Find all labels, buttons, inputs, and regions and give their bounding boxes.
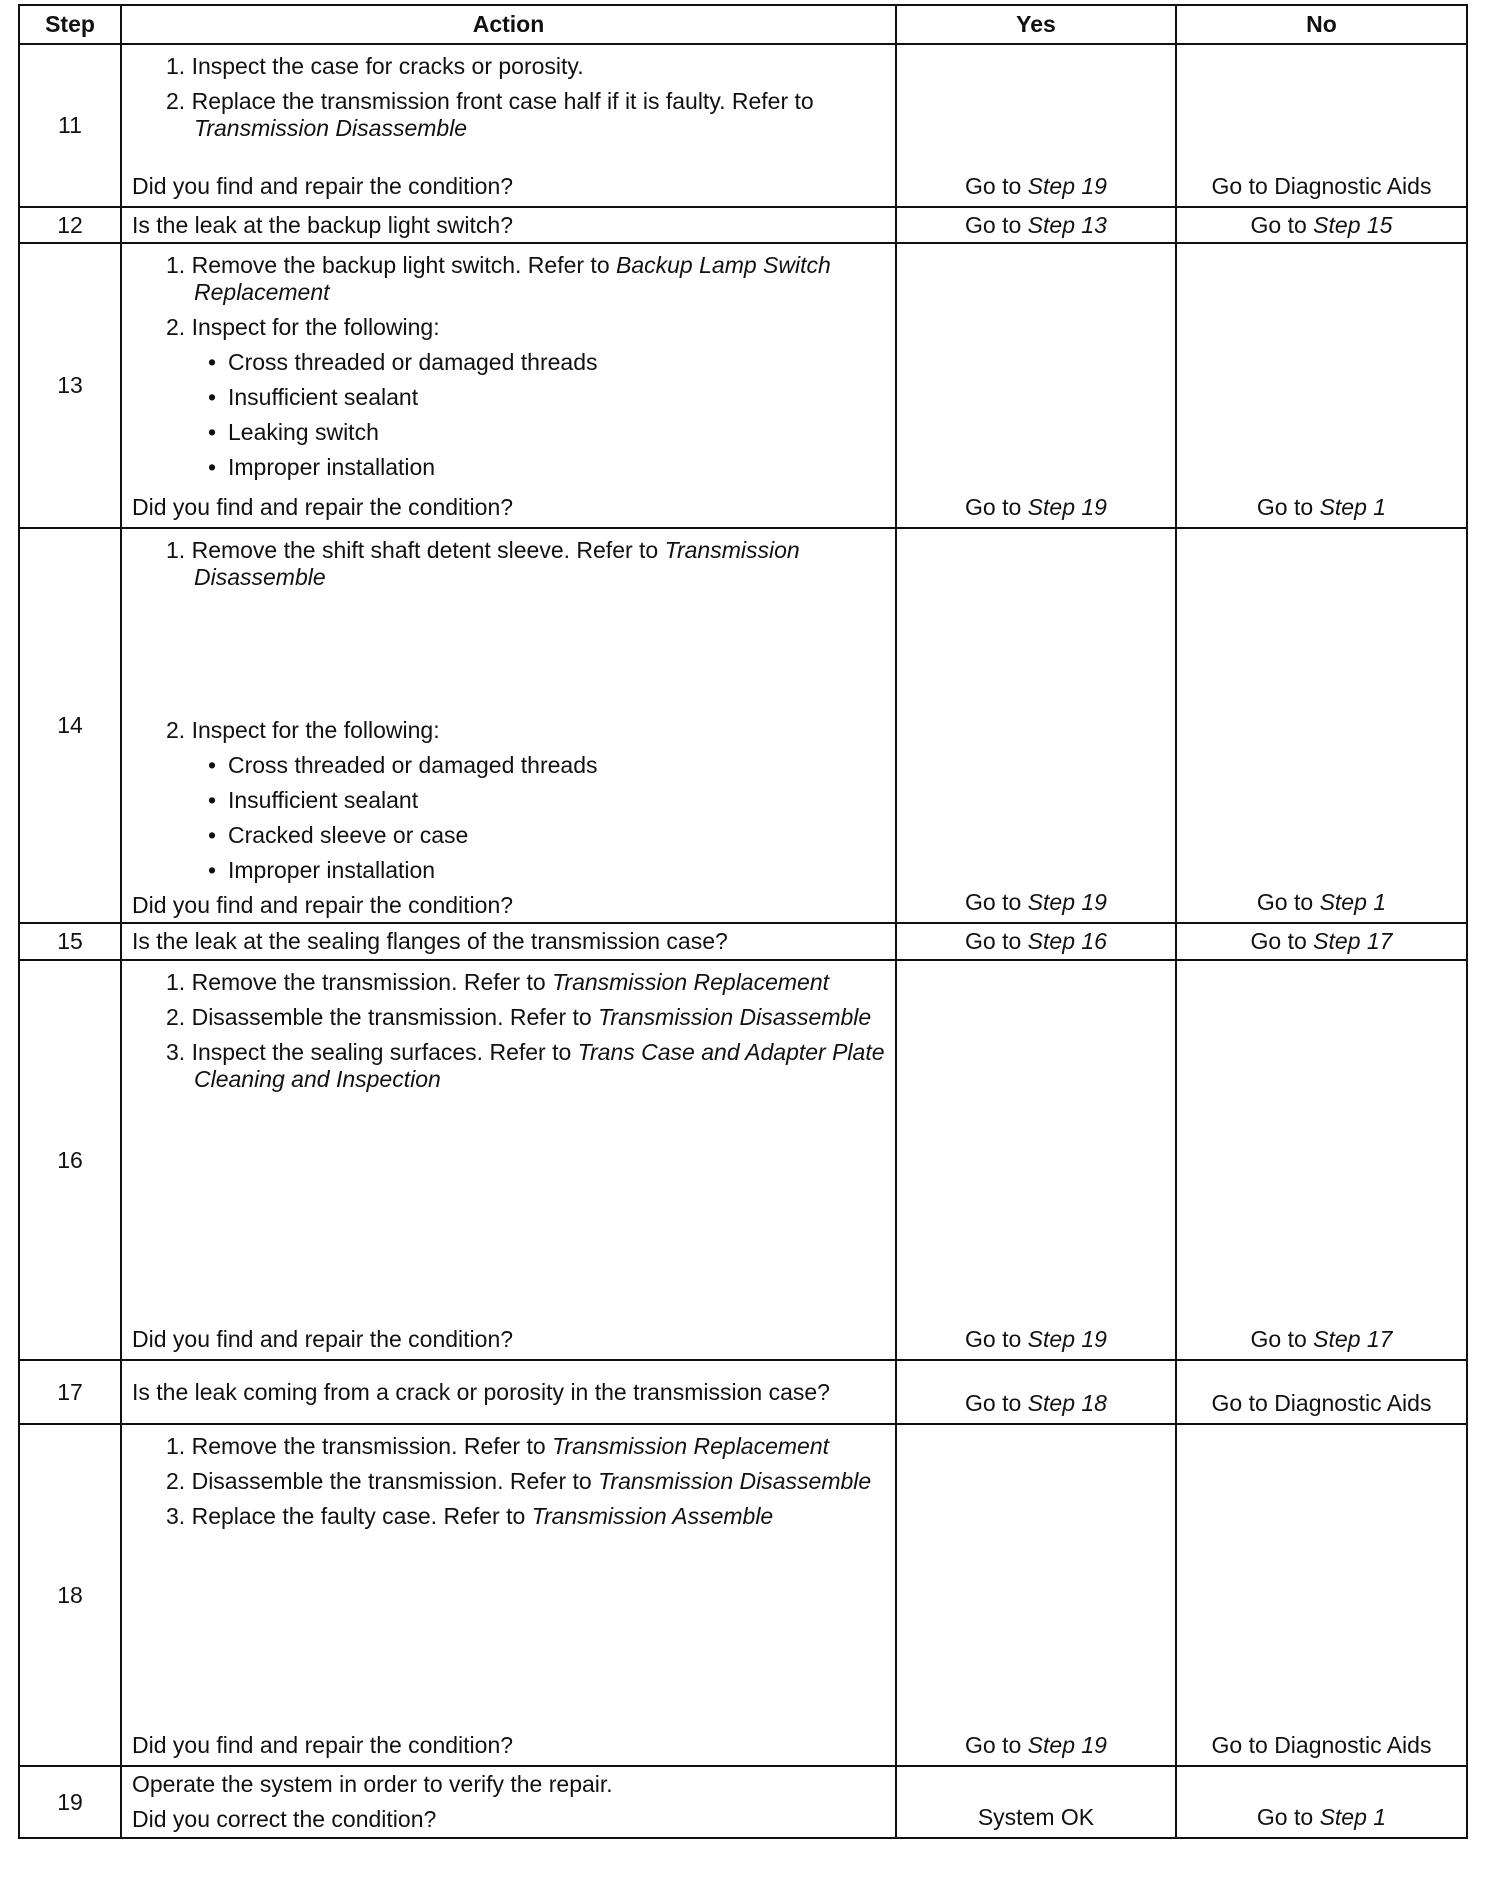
list-item: 2. Inspect for the following: • Cross threaded or damaged threads • Insufficient sealant • Cracked sleeve or case • Improper installation (162, 717, 885, 884)
question-text: Did you find and repair the condition? (132, 1732, 514, 1758)
step-number: 17 (19, 1360, 121, 1424)
no-cell[interactable]: Go to Diagnostic Aids (1176, 44, 1467, 207)
yes-cell[interactable]: Go to Step 19 (896, 960, 1176, 1360)
list-item: • Insufficient sealant (224, 384, 885, 411)
diagnostic-table-page (18, 4, 1466, 1839)
instruction-text: Operate the system in order to verify the repair. (132, 1771, 613, 1797)
action-cell (121, 960, 896, 1360)
action-list (132, 252, 885, 489)
question-text: Is the leak at the sealing flanges of the transmission case? (121, 923, 896, 960)
no-cell[interactable]: Go to Diagnostic Aids (1176, 1360, 1467, 1424)
header-row (19, 5, 1467, 44)
list-item: 2. Inspect for the following: • Cross threaded or damaged threads • Insufficient sealant • Leaking switch • Improper installation (162, 314, 885, 481)
yes-cell[interactable]: Go to Step 19 (896, 1424, 1176, 1766)
no-cell[interactable]: Go to Step 17 (1176, 960, 1467, 1360)
question-text: Did you find and repair the condition? (132, 1326, 514, 1352)
question-text: Did you find and repair the condition? (132, 173, 514, 199)
list-item: • Cross threaded or damaged threads (224, 752, 885, 779)
step-number: 16 (19, 960, 121, 1360)
reference-link[interactable]: Transmission Assemble (531, 1503, 774, 1529)
step-number: 18 (19, 1424, 121, 1766)
no-cell[interactable]: Go to Step 1 (1176, 243, 1467, 528)
table-row (19, 207, 1467, 243)
list-item: • Leaking switch (224, 419, 885, 446)
yes-cell[interactable]: Go to Step 19 (896, 528, 1176, 923)
yes-cell[interactable]: System OK (896, 1766, 1176, 1838)
step-number: 12 (19, 207, 121, 243)
no-cell[interactable]: Go to Step 1 (1176, 528, 1467, 923)
table-row (19, 960, 1467, 1360)
reference-link[interactable]: Backup Lamp Switch Replacement (194, 252, 831, 305)
header-action: Action (121, 5, 896, 44)
action-cell (121, 1766, 896, 1838)
question-text: Did you find and repair the condition? (132, 494, 514, 520)
table-row (19, 1424, 1467, 1766)
table-row (19, 44, 1467, 207)
reference-link[interactable]: Transmission Replacement (552, 1433, 830, 1459)
list-item: • Cross threaded or damaged threads (224, 349, 885, 376)
action-list (132, 969, 885, 1101)
list-item: 3. Inspect the sealing surfaces. Refer to Trans Case and Adapter Plate Cleaning and Inspection (166, 1039, 885, 1092)
step-number: 11 (19, 44, 121, 207)
step-number: 15 (19, 923, 121, 960)
yes-cell[interactable]: Go to Step 19 (896, 44, 1176, 207)
reference-link[interactable]: Transmission Disassemble (598, 1468, 872, 1494)
reference-link[interactable]: Transmission Disassemble (598, 1004, 872, 1030)
list-item: 1. Remove the backup light switch. Refer to Backup Lamp Switch Replacement (166, 252, 831, 305)
reference-link[interactable]: Trans Case and Adapter Plate Cleaning and Inspection (194, 1039, 885, 1092)
no-cell[interactable]: Go to Step 17 (1176, 923, 1467, 960)
list-item: 2. Replace the transmission front case half if it is faulty. Refer to Transmission Disassemble (166, 88, 814, 141)
diagnostic-table (18, 4, 1468, 1839)
header-yes: Yes (896, 5, 1176, 44)
bullet-list (194, 752, 885, 884)
step-number: 13 (19, 243, 121, 528)
question-text: Did you find and repair the condition? (132, 892, 514, 918)
table-row (19, 1766, 1467, 1838)
question-text: Is the leak at the backup light switch? (121, 207, 896, 243)
spacer (190, 599, 885, 709)
action-list (132, 53, 885, 150)
yes-cell[interactable]: Go to Step 13 (896, 207, 1176, 243)
reference-link[interactable]: Transmission Replacement (552, 969, 830, 995)
header-step: Step (19, 5, 121, 44)
action-list (132, 537, 885, 892)
reference-link[interactable]: Transmission Disassemble (194, 537, 800, 590)
step-number: 14 (19, 528, 121, 923)
list-item: 3. Replace the faulty case. Refer to Transmission Assemble (166, 1503, 774, 1529)
step-number: 19 (19, 1766, 121, 1838)
list-item: 1. Remove the shift shaft detent sleeve. Refer to Transmission Disassemble (166, 537, 800, 590)
action-cell (121, 44, 896, 207)
list-item: 1. Remove the transmission. Refer to Transmission Replacement (166, 969, 830, 995)
yes-cell[interactable]: Go to Step 16 (896, 923, 1176, 960)
list-item: • Improper installation (224, 454, 885, 481)
no-cell[interactable]: Go to Diagnostic Aids (1176, 1424, 1467, 1766)
no-cell[interactable]: Go to Step 1 (1176, 1766, 1467, 1838)
reference-link[interactable]: Transmission Disassemble (194, 115, 468, 141)
yes-cell[interactable]: Go to Step 18 (896, 1360, 1176, 1424)
bullet-list (194, 349, 885, 481)
list-item: • Improper installation (224, 857, 885, 884)
table-row (19, 1360, 1467, 1424)
table-row (19, 243, 1467, 528)
list-item: 1. Remove the transmission. Refer to Transmission Replacement (166, 1433, 830, 1459)
action-cell (121, 1424, 896, 1766)
list-item: 1. Inspect the case for cracks or porosity. (166, 53, 584, 79)
action-list (132, 1433, 885, 1538)
list-item: • Insufficient sealant (224, 787, 885, 814)
question-text: Is the leak coming from a crack or porosity in the transmission case? (121, 1360, 896, 1424)
table-row (19, 528, 1467, 923)
list-item: • Cracked sleeve or case (224, 822, 885, 849)
table-row (19, 923, 1467, 960)
list-item: 2. Disassemble the transmission. Refer to Transmission Disassemble (166, 1468, 872, 1494)
yes-cell[interactable]: Go to Step 19 (896, 243, 1176, 528)
header-no: No (1176, 5, 1467, 44)
action-cell (121, 528, 896, 923)
no-cell[interactable]: Go to Step 15 (1176, 207, 1467, 243)
list-item: 2. Disassemble the transmission. Refer to Transmission Disassemble (166, 1004, 872, 1030)
action-cell (121, 243, 896, 528)
question-text: Did you correct the condition? (132, 1806, 437, 1832)
